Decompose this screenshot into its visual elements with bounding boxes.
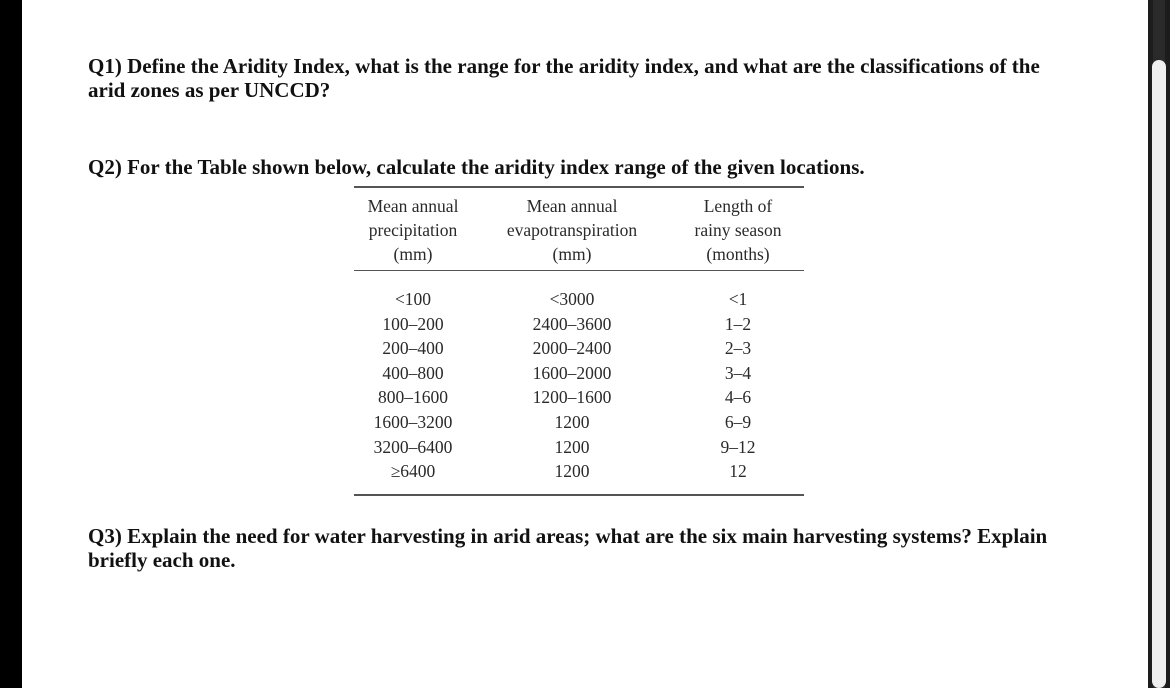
table-cell: 6–9 (724, 411, 752, 432)
header-evapotranspiration (472, 187, 672, 271)
header-line: evapotranspiration (506, 220, 638, 240)
table-cell: ≥6400 (390, 461, 436, 482)
table-cell: 2400–3600 (532, 313, 612, 334)
table-cell: 12 (729, 461, 747, 482)
table-row (354, 312, 804, 337)
table-cell: 1200–1600 (532, 387, 612, 408)
header-line: rainy season (694, 220, 782, 240)
header-line: precipitation (368, 220, 458, 240)
question-3: Q3) Explain the need for water harvesting in arid areas; what are the six main harvesting systems? Explain briefly each one. (88, 524, 1048, 572)
table-cell: <1 (728, 289, 748, 309)
climate-table (354, 186, 804, 496)
header-line: (mm) (552, 244, 592, 264)
header-line: (mm) (393, 244, 433, 264)
table-cell: 3–4 (724, 362, 752, 383)
table-cell: 4–6 (724, 387, 752, 408)
table-row (354, 361, 804, 386)
table-header-row (354, 187, 804, 271)
header-rainy-season (672, 187, 804, 271)
table-row (354, 410, 804, 435)
table-row (354, 435, 804, 460)
table-cell: 9–12 (720, 436, 756, 457)
document-page (22, 0, 1148, 688)
table-cell: 200–400 (382, 338, 444, 359)
vertical-scrollbar[interactable] (1148, 0, 1170, 688)
table-cell: 2–3 (724, 338, 752, 359)
table-row (354, 336, 804, 361)
table-cell: <100 (394, 289, 432, 309)
header-line: Length of (703, 196, 773, 216)
table-cell: 1–2 (724, 313, 752, 334)
scrollbar-thumb[interactable] (1152, 60, 1166, 688)
table-cell: 2000–2400 (532, 338, 612, 359)
header-line: Mean annual (367, 196, 459, 216)
header-line: Mean annual (526, 196, 618, 216)
table-row (354, 385, 804, 410)
table-cell: <3000 (549, 289, 595, 309)
question-2: Q2) For the Table shown below, calculate the aridity index range of the given locations. (88, 155, 865, 179)
table-cell: 1200 (554, 461, 590, 482)
header-precipitation (354, 187, 472, 271)
table-cell: 1600–2000 (532, 362, 612, 383)
question-1: Q1) Define the Aridity Index, what is the range for the aridity index, and what are the classifications of the arid zones as per UNCCD? (88, 54, 1040, 102)
table-row (354, 271, 804, 312)
table-cell: 1600–3200 (373, 411, 453, 432)
table-cell: 400–800 (382, 362, 444, 383)
table-cell: 1200 (554, 436, 590, 457)
table-cell: 100–200 (382, 313, 444, 334)
table-row (354, 459, 804, 495)
header-line: (months) (706, 244, 770, 264)
table-cell: 800–1600 (378, 387, 448, 408)
table-cell: 3200–6400 (373, 436, 453, 457)
table-cell: 1200 (554, 411, 590, 432)
